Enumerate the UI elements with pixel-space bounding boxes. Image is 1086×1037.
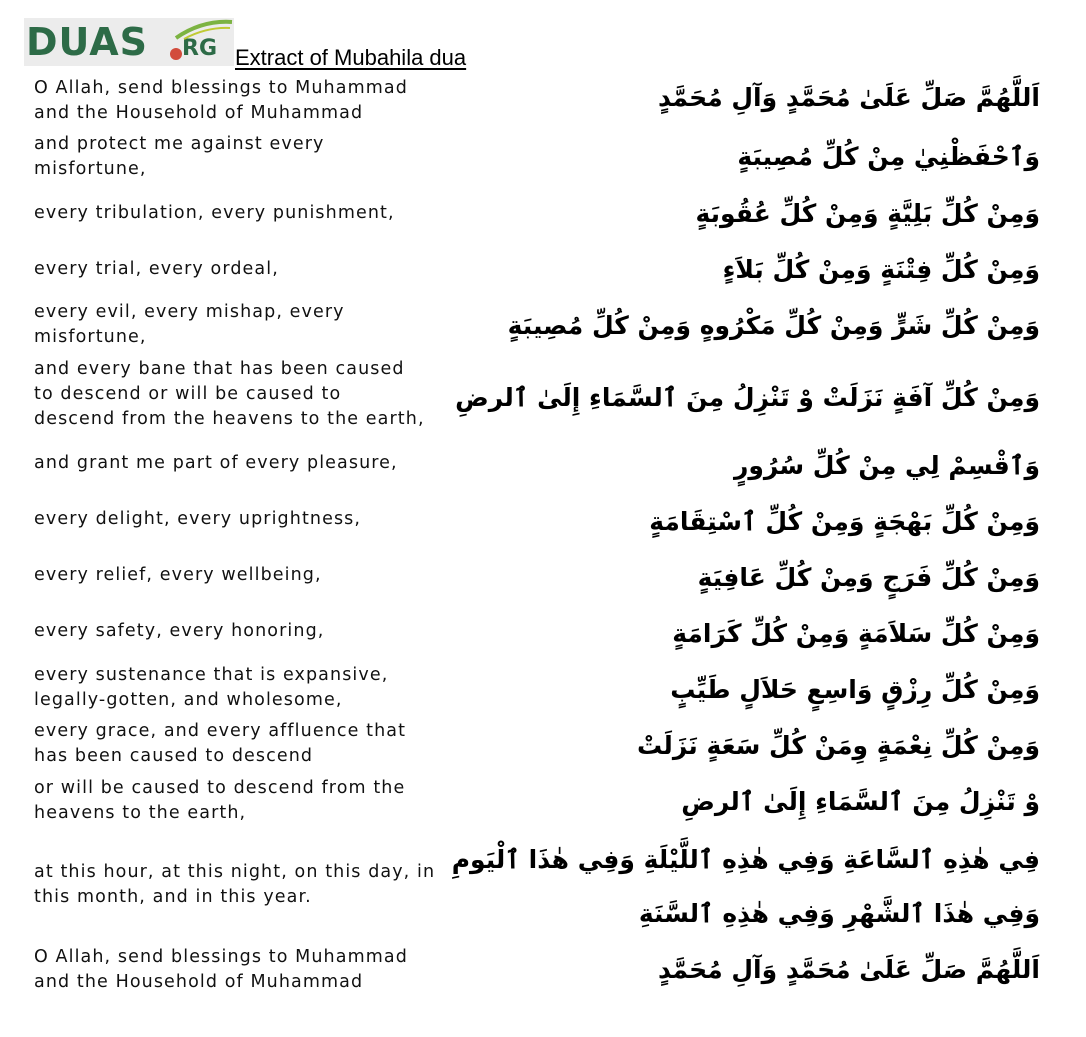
english-line-11: every sustenance that is expansive, legally-gotten, and wholesome, xyxy=(34,665,389,710)
english-line-15: O Allah, send blessings to Muhammad and the Household of Muhammad xyxy=(34,947,408,992)
arabic-line-14a: فِي هٰذِهِ ٱلسَّاعَةِ وَفِي هٰذِهِ ٱللَّيْلَةِ وَفِي هٰذَا ٱلْيَومِ xyxy=(451,845,1040,874)
english-line-13: or will be caused to descend from the heavens to the earth, xyxy=(34,778,406,823)
site-logo xyxy=(24,18,234,66)
arabic-line-11: وَمِنْ كُلِّ رِزْقٍ وَاسِعٍ حَلاَلٍ طَيِّبٍ xyxy=(670,675,1040,704)
arabic-line-4: وَمِنْ كُلِّ فِتْنَةٍ وَمِنْ كُلِّ بَلاَءٍ xyxy=(722,255,1040,284)
english-line-3: every tribulation, every punishment, xyxy=(34,203,395,223)
arabic-line-5: وَمِنْ كُلِّ شَرٍّ وَمِنْ كُلِّ مَكْرُوهٍ وَمِنْ كُلِّ مُصِيبَةٍ xyxy=(507,311,1040,340)
arabic-line-12: وَمِنْ كُلِّ نِعْمَةٍ وِمَنْ كُلِّ سَعَةٍ نَزَلَتْ xyxy=(636,731,1040,760)
arabic-line-8: وَمِنْ كُلِّ بَهْجَةٍ وَمِنْ كُلِّ ٱسْتِقَامَةٍ xyxy=(649,507,1040,536)
arabic-line-15: اَللَّهُمَّ صَلِّ عَلَىٰ مُحَمَّدٍ وَآلِ مُحَمَّدٍ xyxy=(657,955,1040,984)
logo-main-text: DUAS xyxy=(26,20,149,64)
logo-dot xyxy=(170,48,182,60)
arabic-line-13: وْ تَنْزِلُ مِنَ ٱلسَّمَاءِ إِلَىٰ ٱلرضِ xyxy=(681,787,1040,816)
arabic-line-9: وَمِنْ كُلِّ فَرَجٍ وَمِنْ كُلِّ عَافِيَةٍ xyxy=(697,563,1040,592)
english-line-12: every grace, and every affluence that has been caused to descend xyxy=(34,721,407,766)
arabic-line-2: وَٱحْفَظْنِيٰ مِنْ كُلِّ مُصِيبَةٍ xyxy=(737,142,1040,171)
logo-suffix-text: RG xyxy=(182,36,217,61)
english-line-8: every delight, every uprightness, xyxy=(34,509,362,529)
english-line-2: and protect me against every misfortune, xyxy=(34,134,325,179)
english-line-6: and every bane that has been caused to descend or will be caused to descend from the heavens to the earth, xyxy=(34,359,425,429)
english-line-14: at this hour, at this night, on this day, in this month, and in this year. xyxy=(34,862,436,907)
logo-swoosh-icon xyxy=(174,18,234,40)
arabic-line-6: وَمِنْ كُلِّ آفَةٍ نَزَلَتْ وْ تَنْزِلُ مِنَ ٱلسَّمَاءِ إِلَىٰ ٱلرضِ xyxy=(455,383,1040,412)
english-line-9: every relief, every wellbeing, xyxy=(34,565,322,585)
arabic-line-1: اَللَّهُمَّ صَلِّ عَلَىٰ مُحَمَّدٍ وَآلِ مُحَمَّدٍ xyxy=(657,83,1040,112)
arabic-line-7: وَٱقْسِمْ لِي مِنْ كُلِّ سُرُورٍ xyxy=(734,451,1040,480)
arabic-line-3: وَمِنْ كُلِّ بَلِيَّةٍ وَمِنْ كُلِّ عُقُوبَةٍ xyxy=(695,199,1040,228)
arabic-line-10: وَمِنْ كُلِّ سَلاَمَةٍ وَمِنْ كُلِّ كَرَامَةٍ xyxy=(672,619,1040,648)
english-line-7: and grant me part of every pleasure, xyxy=(34,453,398,473)
arabic-line-14b: وَفِي هٰذَا ٱلشَّهْرِ وَفِي هٰذِهِ ٱلسَّنَةِ xyxy=(638,899,1040,928)
english-line-4: every trial, every ordeal, xyxy=(34,259,279,279)
english-line-1: O Allah, send blessings to Muhammad and the Household of Muhammad xyxy=(34,78,408,123)
english-line-10: every safety, every honoring, xyxy=(34,621,325,641)
english-line-5: every evil, every mishap, every misfortune, xyxy=(34,302,345,347)
page-title: Extract of Mubahila dua xyxy=(235,45,467,70)
